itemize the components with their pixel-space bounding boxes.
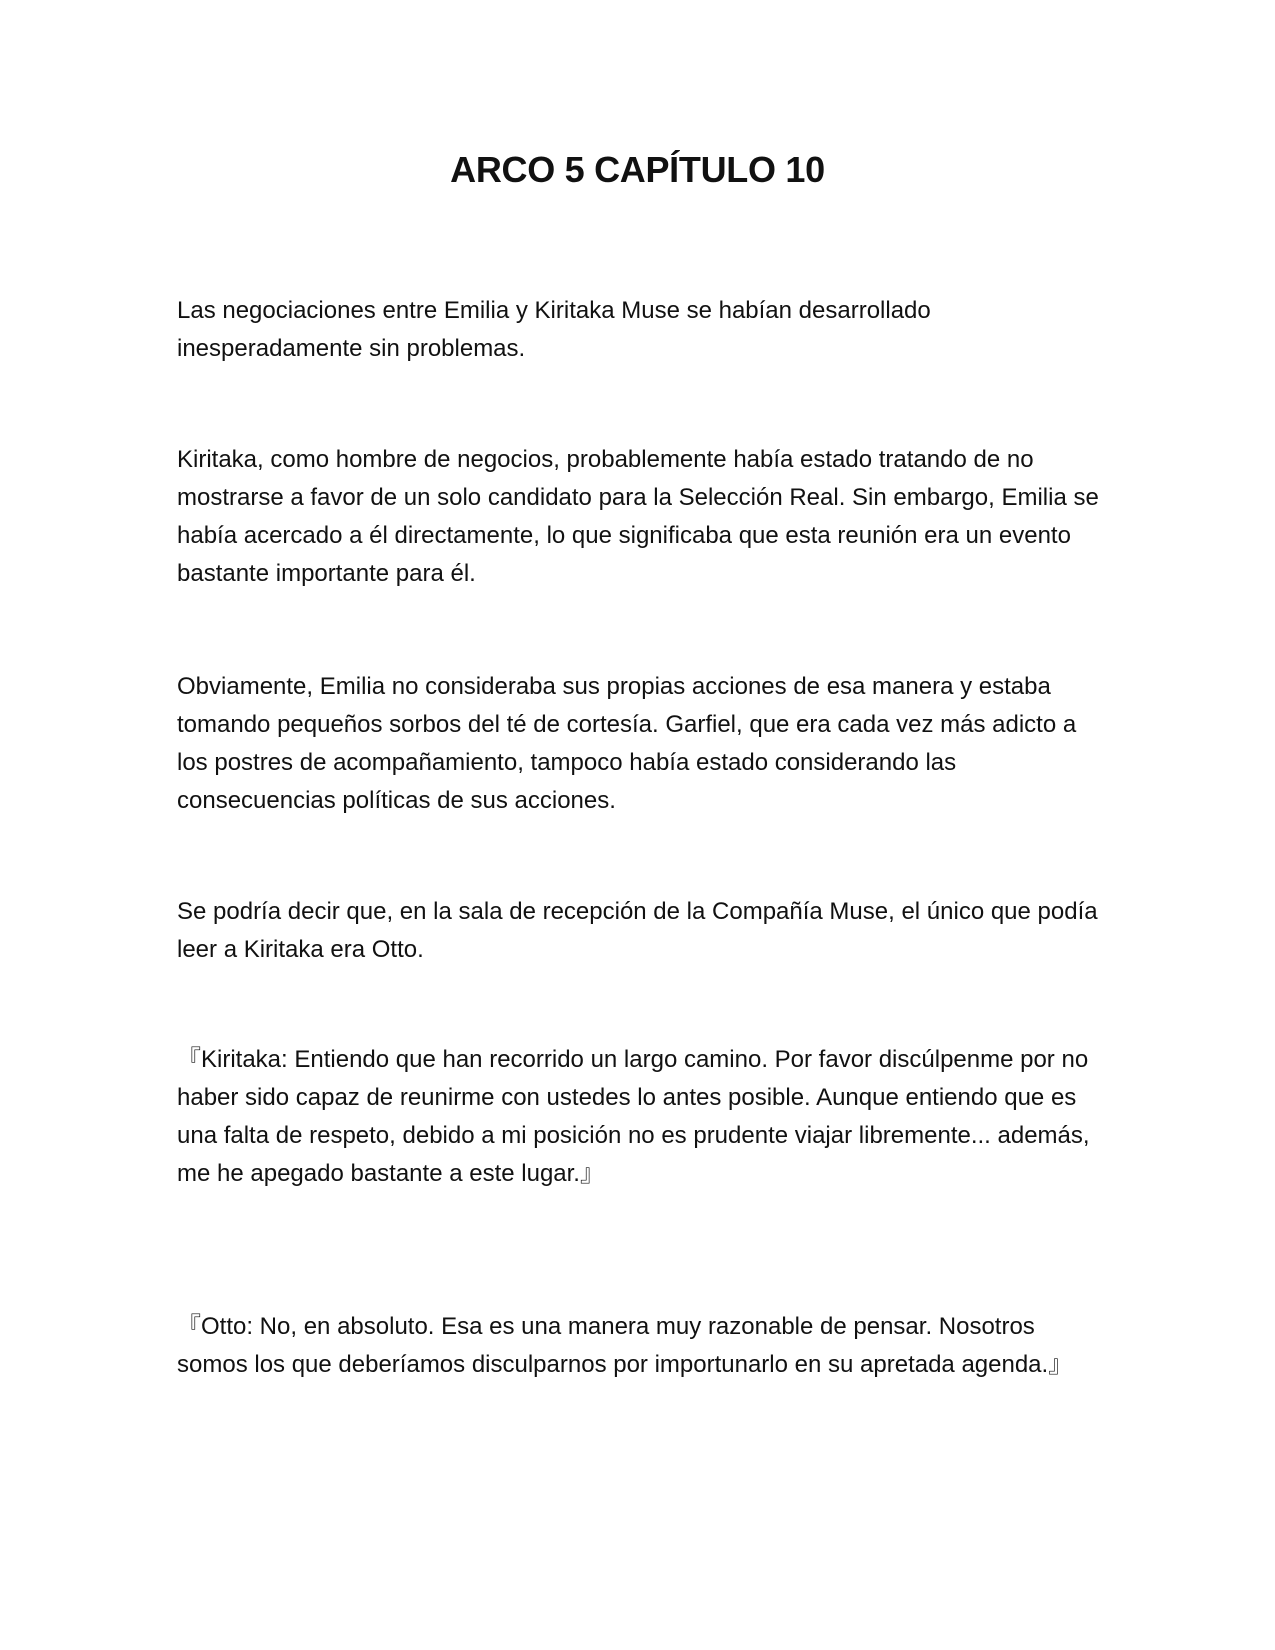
dialogue-kiritaka: 『Kiritaka: Entiendo que han recorrido un largo camino. Por favor discúlpenme por no haber sido capaz de reunirme con ustedes lo antes posible. Aunque entiendo que es una falta de respeto, debido a mi posición no es prudente viajar libremente... además, me he apegado bastante a este lugar.』 [177,1046,1090,1187]
dialogue-otto: 『Otto: No, en absoluto. Esa es una manera muy razonable de pensar. Nosotros somos los que deberíamos disculparnos por importunarlo en su apretada agenda.』 [177,1313,1073,1378]
paragraph-emilia-tea: Obviamente, Emilia no consideraba sus propias acciones de esa manera y estaba tomando pequeños sorbos del té de cortesía. Garfiel, que era cada vez más adicto a los postres de acompañamiento, tampoco había estado considerando las consecuencias políticas de sus acciones. [177,673,1077,814]
paragraph-otto-reads: Se podría decir que, en la sala de recepción de la Compañía Muse, el único que podía leer a Kiritaka era Otto. [177,898,1098,963]
paragraph-negotiations: Las negociaciones entre Emilia y Kiritaka Muse se habían desarrollado inesperadamente sin problemas. [177,297,931,362]
chapter-title: ARCO 5 CAPÍTULO 10 [450,149,825,190]
paragraph-kiritaka-business: Kiritaka, como hombre de negocios, probablemente había estado tratando de no mostrarse a favor de un solo candidato para la Selección Real. Sin embargo, Emilia se había acercado a él directamente, lo que significaba que esta reunión era un evento bastante importante para él. [177,446,1099,587]
